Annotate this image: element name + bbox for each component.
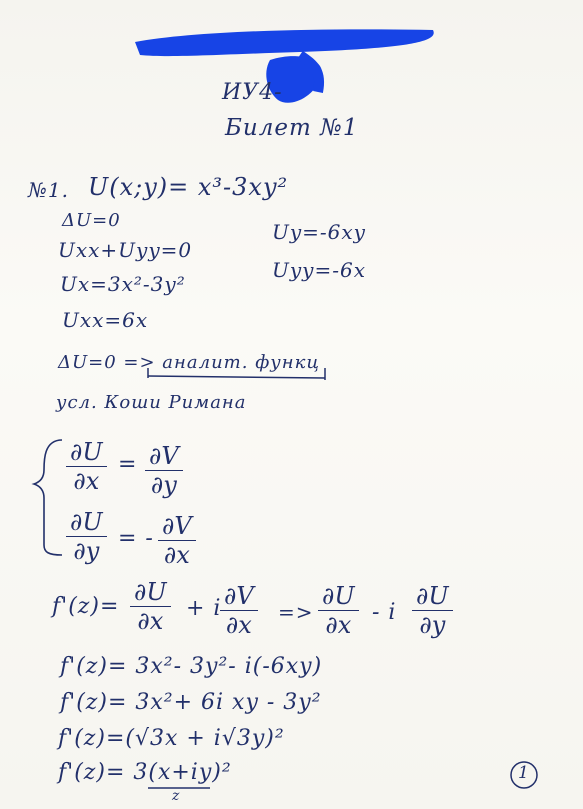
deriv-p4-num: ∂U xyxy=(416,582,449,610)
cauchy-riemann-note: усл. Коши Римана xyxy=(56,392,247,413)
deriv-p1-num: ∂U xyxy=(134,578,167,606)
derivative-line-c: f'(z)=(√3x + i√3y)² xyxy=(58,726,285,751)
cr1-rhs-den: ∂y xyxy=(150,471,177,499)
page-number: 1 xyxy=(518,763,530,783)
deriv-p4-den: ∂y xyxy=(419,611,446,639)
cr1-lhs-den: ∂x xyxy=(73,467,100,495)
problem-number: №1. xyxy=(28,178,70,202)
laplace-expanded: Uxx+Uyy=0 xyxy=(58,238,193,262)
cr1-lhs-num: ∂U xyxy=(70,438,103,466)
ticket-title: Билет №1 xyxy=(225,115,359,141)
cr1-equals: = xyxy=(118,452,138,477)
uyy-derivative: Uyy=-6x xyxy=(272,258,366,282)
cr1-rhs-num: ∂V xyxy=(149,442,179,470)
derivative-line-d: f'(z)= 3(x+iy)² xyxy=(58,760,232,785)
deriv-p2-den: ∂x xyxy=(225,611,252,639)
underbrace-label: z xyxy=(172,788,181,804)
cr2-rhs-den: ∂x xyxy=(163,541,190,569)
deriv-plus-i: + i xyxy=(186,596,222,621)
derivative-prefix: f'(z)= xyxy=(52,594,120,619)
ux-derivative: Ux=3x²-3y² xyxy=(60,272,186,296)
deriv-p1-den: ∂x xyxy=(137,607,164,635)
uxx-derivative: Uxx=6x xyxy=(62,308,149,332)
deriv-arrow: => xyxy=(278,600,314,624)
group-label: ИУ4- xyxy=(222,80,283,105)
derivative-line-a: f'(z)= 3x²- 3y²- i(-6xy) xyxy=(60,654,323,679)
analytic-note: ΔU=0 => аналит. функц xyxy=(58,352,320,373)
derivative-line-b: f'(z)= 3x²+ 6i xy - 3y² xyxy=(60,690,322,715)
deriv-p2-num: ∂V xyxy=(224,582,254,610)
deriv-p3-num: ∂U xyxy=(322,582,355,610)
cr2-lhs-num: ∂U xyxy=(70,508,103,536)
cr2-rhs-num: ∂V xyxy=(162,512,192,540)
function-definition: U(x;y)= x³-3xy² xyxy=(88,173,289,201)
cr2-lhs-den: ∂y xyxy=(73,537,100,565)
uy-derivative: Uy=-6xy xyxy=(272,220,366,244)
deriv-minus-i: - i xyxy=(372,600,397,625)
cr2-equals: = - xyxy=(118,526,154,551)
laplace-equation: ΔU=0 xyxy=(62,210,121,231)
deriv-p3-den: ∂x xyxy=(325,611,352,639)
